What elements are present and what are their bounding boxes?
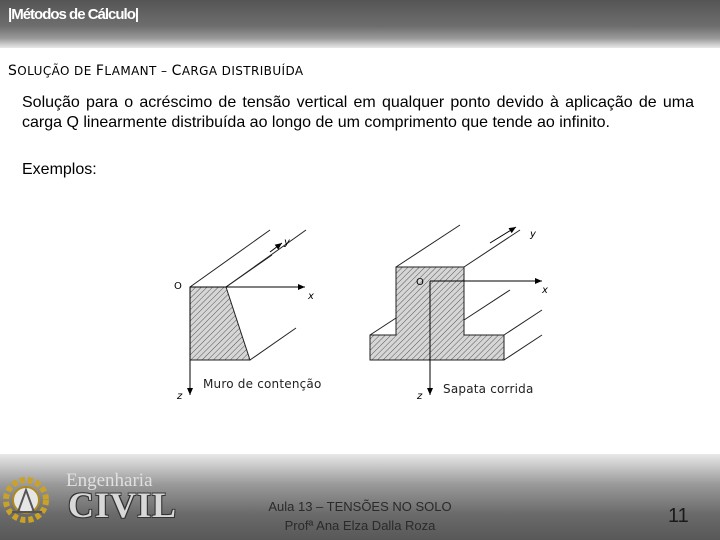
page-number: 11	[668, 505, 689, 527]
footer-course-title: Aula 13 – TENSÕES NO SOLO	[268, 499, 452, 514]
right-origin-label: O	[416, 277, 424, 288]
title-bar	[0, 0, 720, 48]
strip-footing-caption: Sapata corrida	[443, 382, 534, 396]
left-y-axis-label: y	[284, 237, 290, 248]
retaining-wall-drawing	[190, 230, 306, 395]
left-origin-label: O	[174, 281, 182, 292]
gear-logo-icon	[2, 468, 66, 532]
left-x-axis-label: x	[308, 291, 314, 302]
retaining-wall-caption: Muro de contenção	[203, 377, 322, 391]
section-heading: SOLUÇÃO DE FLAMANT – CARGA DISTRIBUÍDA	[8, 63, 304, 79]
right-z-axis-label: z	[417, 391, 423, 402]
strip-footing-drawing	[370, 225, 542, 395]
footer-teacher-name: Profª Ana Elza Dalla Roza	[284, 518, 436, 533]
right-x-axis-label: x	[542, 285, 548, 296]
left-z-axis-label: z	[177, 391, 183, 402]
right-y-axis-label: y	[530, 229, 536, 240]
presentation-title: |Métodos de Cálculo|	[8, 6, 139, 23]
body-paragraph: Solução para o acréscimo de tensão vertical em qualquer ponto devido à aplicação de uma carga Q linearmente distribuída ao longo de um comprimento que tende ao infinito.	[22, 94, 694, 131]
logo-civil-text: CIVIL	[68, 485, 178, 525]
logo-engenharia-text: Engenharia	[66, 470, 153, 491]
examples-label: Exemplos:	[22, 161, 97, 178]
